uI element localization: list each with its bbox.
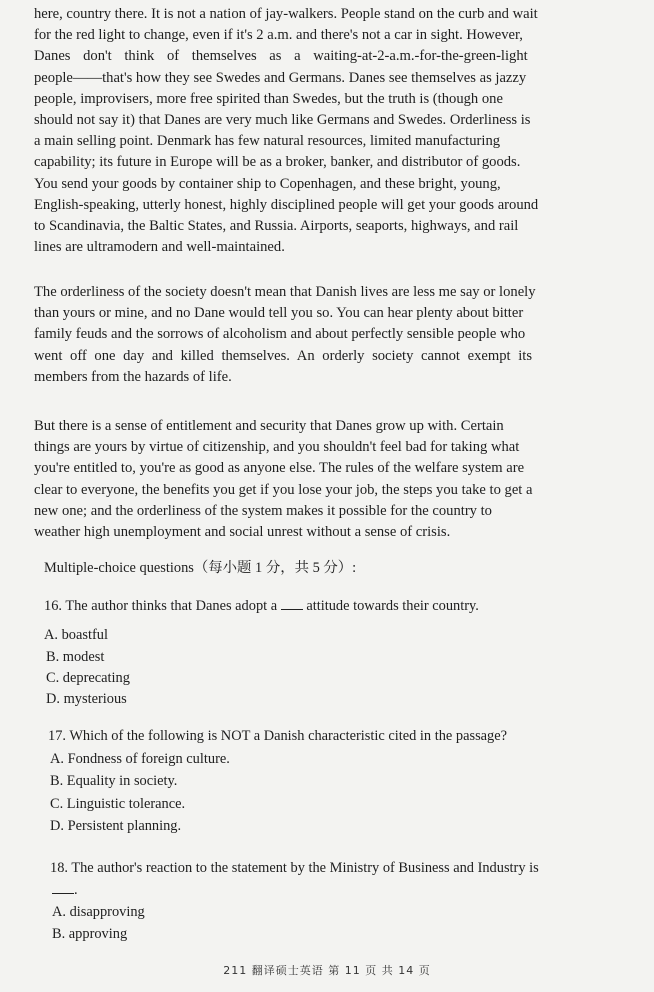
text-line: The orderliness of the society doesn't mean that Danish lives are less me say or lonely <box>34 284 536 300</box>
question-17-option-b: B. Equality in society. <box>50 773 178 789</box>
text-line: But there is a sense of entitlement and security that Danes grow up with. Certain <box>34 418 504 434</box>
question-18-option-a: A. disapproving <box>52 904 145 920</box>
text-line: clear to everyone, the benefits you get if you lose your job, the steps you take to get a <box>34 481 533 498</box>
passage-paragraph-3 <box>34 416 620 543</box>
section-heading: Multiple-choice questions（每小题 1 分，共 5 分）: <box>44 560 357 576</box>
text-line: You send your goods by container ship to Copenhagen, and these bright, young, <box>34 175 501 192</box>
question-16-option-d: D. mysterious <box>46 691 127 707</box>
text-line: for the red light to change, even if it's 2 a.m. and there's not a car in sight. However, <box>34 27 523 44</box>
text-line: people, improvisers, more free spirited than Swedes, but the truth is (though one <box>34 90 503 107</box>
text-line: things are yours by virtue of citizenship, and you shouldn't feel bad for taking what <box>34 439 520 456</box>
text-line: capability; its future in Europe will be as a broker, banker, and distributor of goods. <box>34 154 521 171</box>
question-stem-text: . <box>74 882 78 898</box>
question-17-stem: 17. Which of the following is NOT a Danish characteristic cited in the passage? <box>48 728 508 744</box>
page-footer: 211 翻译硕士英语 第 11 页 共 14 页 <box>223 964 431 977</box>
text-line: new one; and the orderliness of the system makes it possible for the country to <box>34 502 492 519</box>
text-line: members from the hazards of life. <box>34 368 232 385</box>
passage-paragraph-1 <box>34 4 620 258</box>
text-line: weather high unemployment and social unrest without a sense of crisis. <box>34 524 451 541</box>
text-line: should not say it) that Danes are very much like Germans and Swedes. Orderliness is <box>34 112 531 129</box>
question-16-stem <box>44 596 634 617</box>
text-line: family feuds and the sorrows of alcoholism and about perfectly sensible people who <box>34 326 526 343</box>
text-line: Danes don't think of themselves as a waiting-at-2-a.m.-for-the-green-light <box>34 48 528 65</box>
question-16-option-c: C. deprecating <box>46 670 130 686</box>
passage-paragraph-2 <box>34 282 620 388</box>
text-line: you're entitled to, you're as good as anyone else. The rules of the welfare system are <box>34 460 525 477</box>
question-18-blank-line <box>52 880 642 901</box>
question-18-stem: 18. The author's reaction to the statement by the Ministry of Business and Industry is <box>50 860 539 876</box>
text-line: English-speaking, utterly honest, highly disciplined people will get your goods around <box>34 196 539 213</box>
text-line: lines are ultramodern and well-maintained. <box>34 239 285 256</box>
question-16-option-a: A. boastful <box>44 627 108 643</box>
text-line: a main selling point. Denmark has few natural resources, limited manufacturing <box>34 133 501 150</box>
text-line: to Scandinavia, the Baltic States, and Russia. Airports, seaports, highways, and rail <box>34 218 519 235</box>
question-stem-text: attitude towards their country. <box>302 598 479 614</box>
text-line: than yours or mine, and no Dane would tell you so. You can hear plenty about bitter <box>34 305 524 322</box>
question-17-option-a: A. Fondness of foreign culture. <box>50 751 230 767</box>
question-16-option-b: B. modest <box>46 649 105 665</box>
answer-blank <box>281 597 303 610</box>
text-line: people——that's how they see Swedes and Germans. Danes see themselves as jazzy <box>34 69 527 86</box>
question-17-option-d: D. Persistent planning. <box>50 818 182 834</box>
question-17-option-c: C. Linguistic tolerance. <box>50 796 186 812</box>
question-stem-text: 16. The author thinks that Danes adopt a <box>44 598 278 614</box>
answer-blank <box>52 881 74 894</box>
text-line: went off one day and killed themselves. An orderly society cannot exempt its <box>34 347 532 364</box>
question-18-option-b: B. approving <box>52 926 128 942</box>
text-line: here, country there. It is not a nation of jay-walkers. People stand on the curb and wait <box>34 6 538 22</box>
